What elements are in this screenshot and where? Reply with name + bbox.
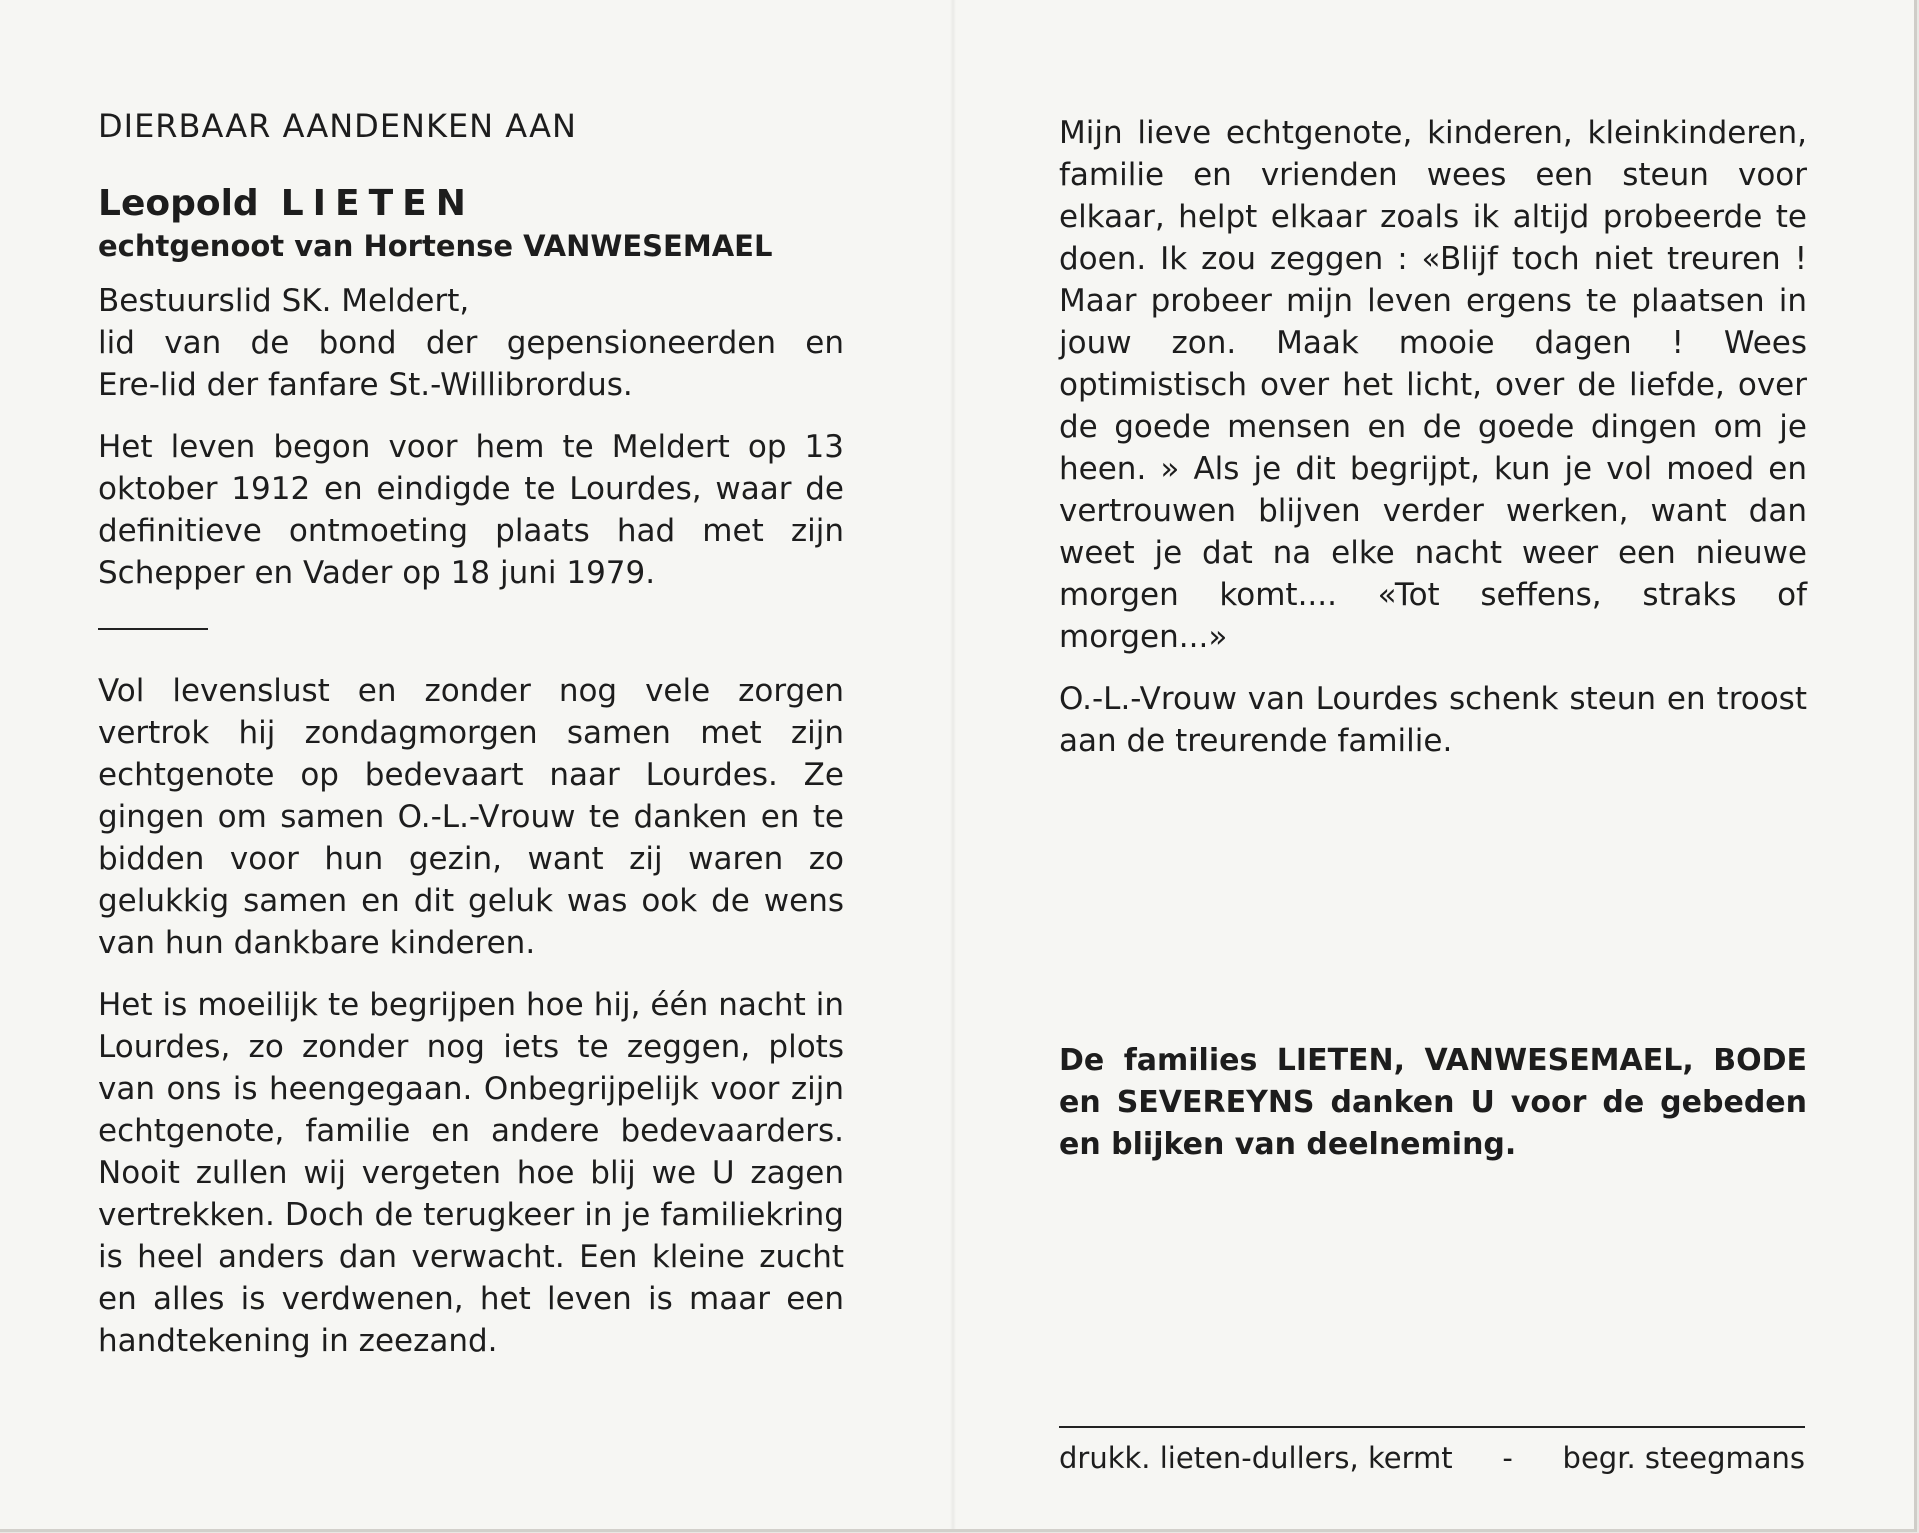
- left-column: [98, 106, 844, 1382]
- farewell-message: Mijn lieve echtgenote, kinderen, kleinkinderen, familie en vrienden wees een steun voor elkaar, helpt elkaar zoals ik altijd probeerde te doen. Ik zou zeggen : «Blijf toch niet treuren ! Maar probeer mijn leven ergens te plaatsen in jouw zon. Maak mooie dagen ! Wees optimistisch over het licht, over de liefde, over de goede mensen en de goede dingen om je heen. » Als je dit begrijpt, kun je vol moed en vertrouwen blijven verder werken, want dan weet je dat na elke nacht weer een nieuwe morgen komt.... «Tot seffens, straks of morgen...»: [1059, 115, 1807, 655]
- prayer-line: O.-L.-Vrouw van Lourdes schenk steun en troost aan de treurende familie.: [1059, 681, 1807, 759]
- paragraph-death: Het is moeilijk te begrijpen hoe hij, één nacht in Lourdes, zo zonder nog iets te zeggen, plots van ons is heengegaan. Onbegrijpelijk voor zijn echtgenote, familie en andere bedevaarders. Nooit zullen wij vergeten hoe blij we U zagen vertrekken. Doch de terugkeer in je familiekring is heel anders dan verwacht. Een kleine zucht en alles is verdwenen, het leven is maar een handtekening in zeezand.: [98, 987, 844, 1359]
- first-name: Leopold: [98, 183, 259, 224]
- roles-block: [98, 280, 844, 406]
- card-fold: [950, 0, 956, 1529]
- deceased-name: [98, 182, 844, 226]
- printer-credits: [1059, 1438, 1805, 1478]
- life-paragraph: Het leven begon voor hem te Meldert op 13 oktober 1912 en eindigde te Lourdes, waar de definitieve ontmoeting plaats had met zijn Schepper en Vader op 18 juni 1979.: [98, 429, 844, 591]
- credit-separator: -: [1502, 1441, 1513, 1475]
- paragraph-pilgrimage: Vol levenslust en zonder nog vele zorgen vertrok hij zondagmorgen samen met zijn echtgenote op bedevaart naar Lourdes. Ze gingen om samen O.-L.-Vrouw te danken en te bidden voor hun gezin, want zij waren zo gelukkig samen en dit geluk was ook de wens van hun dankbare kinderen.: [98, 673, 844, 961]
- printer-name: drukk. lieten-dullers, kermt: [1059, 1441, 1453, 1475]
- undertaker-name: begr. steegmans: [1562, 1441, 1805, 1475]
- family-thanks: De families LIETEN, VANWESEMAEL, BODE en SEVEREYNS danken U voor de gebeden en blijken van deelneming.: [1059, 1043, 1807, 1162]
- role-line: lid van de bond der gepensioneerden en: [98, 325, 844, 361]
- card-heading: DIERBAAR AANDENKEN AAN: [98, 107, 577, 145]
- surname: LIETEN: [280, 183, 475, 224]
- right-column: [1059, 112, 1807, 782]
- spouse-line: echtgenoot van Hortense VANWESEMAEL: [98, 229, 773, 263]
- role-line: Ere-lid der fanfare St.-Willibrordus.: [98, 367, 633, 403]
- section-divider: [98, 628, 208, 630]
- footer-divider: [1059, 1426, 1805, 1428]
- role-line: Bestuurslid SK. Meldert,: [98, 283, 470, 319]
